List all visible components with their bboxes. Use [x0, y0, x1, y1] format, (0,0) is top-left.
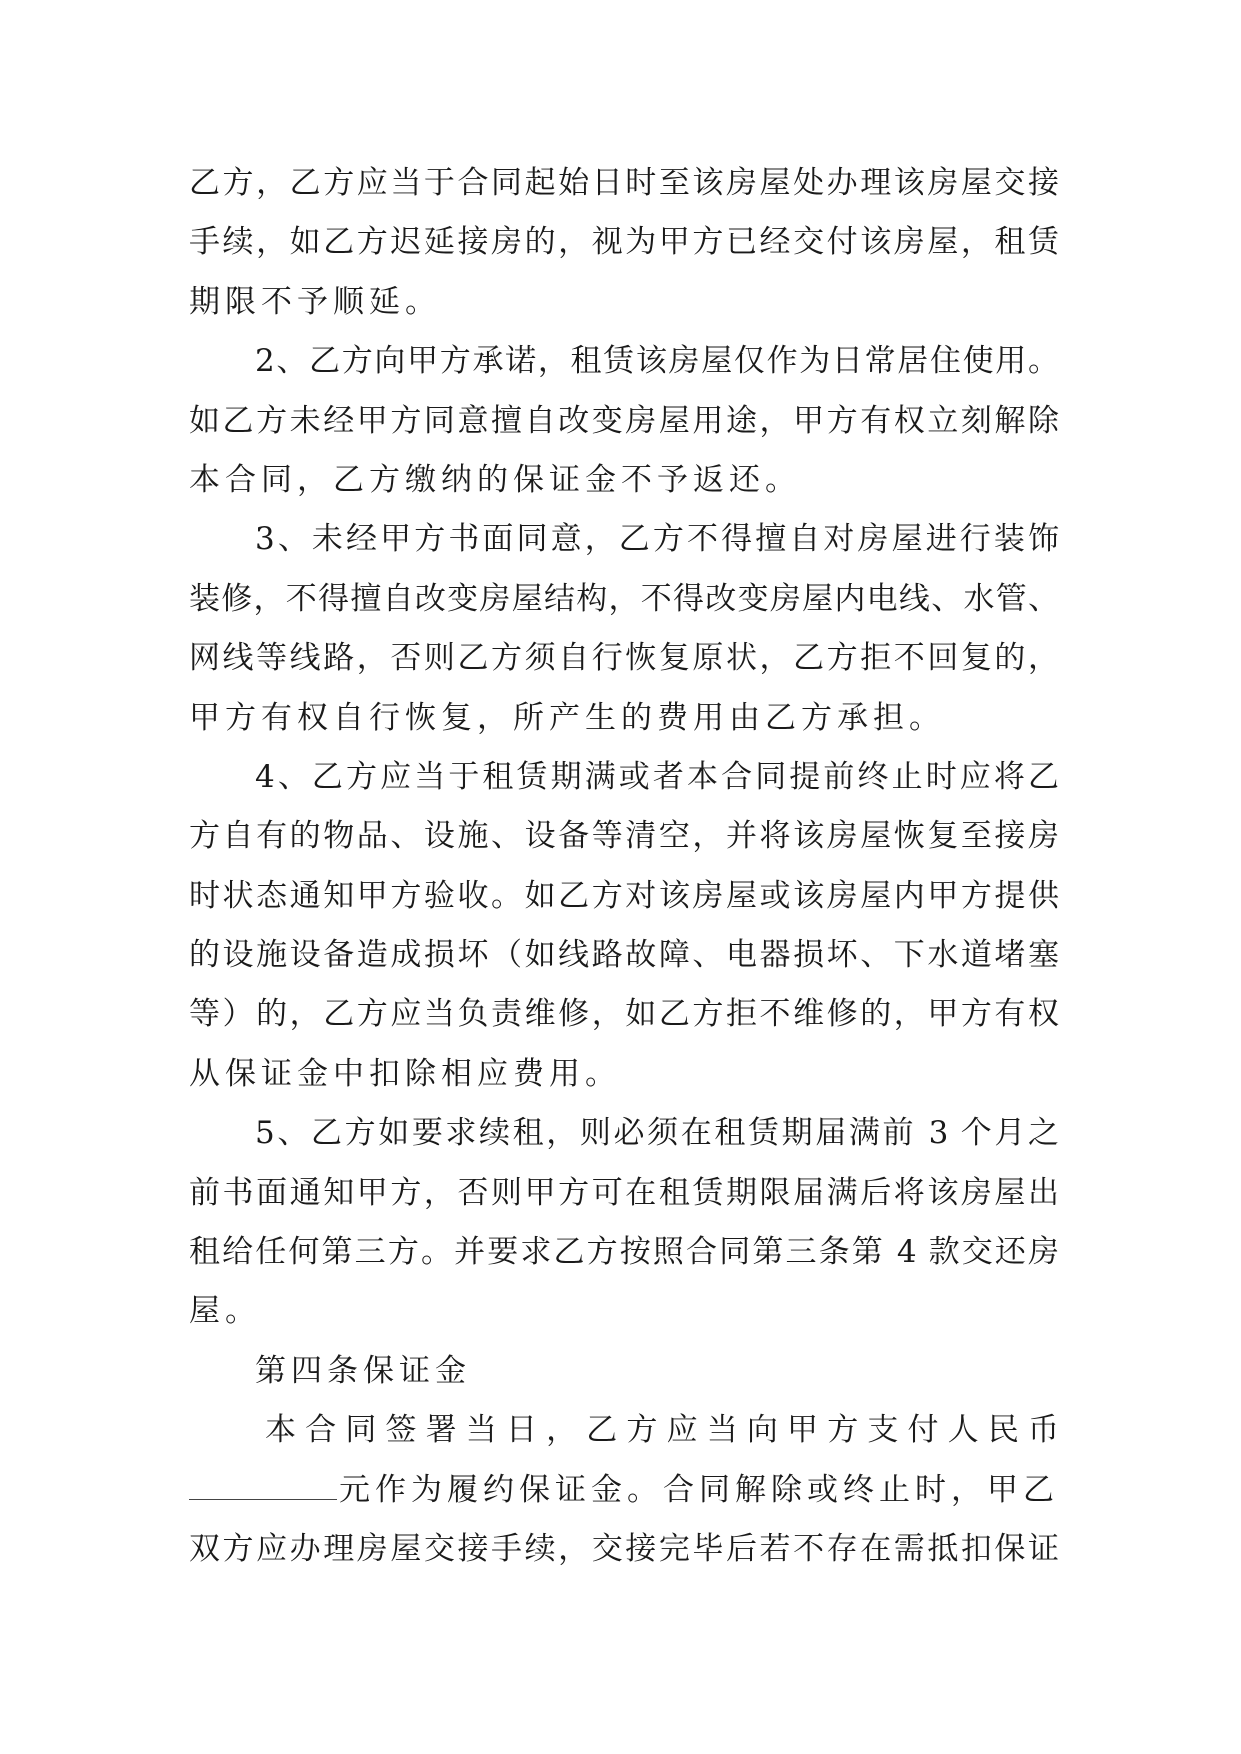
deposit-amount-blank	[189, 1469, 337, 1500]
text-line: 租给任何第三方。并要求乙方按照合同第三条第 4 款交还房	[189, 1234, 1059, 1271]
text-line: 如乙方未经甲方同意擅自改变房屋用途，甲方有权立刻解除	[189, 402, 1059, 439]
clause-3-first-line: 3、未经甲方书面同意，乙方不得擅自对房屋进行装饰	[255, 521, 1059, 558]
text-line: 装修，不得擅自改变房屋结构，不得改变房屋内电线、水管、	[189, 580, 1059, 617]
text-line: 等）的，乙方应当负责维修，如乙方拒不维修的，甲方有权	[189, 996, 1059, 1033]
deposit-amount-line	[189, 1461, 1059, 1520]
section-heading-deposit: 第四条保证金	[255, 1352, 471, 1389]
text-line: 从保证金中扣除相应费用。	[189, 1055, 621, 1092]
text-line: 前书面通知甲方，否则甲方可在租赁期限届满后将该房屋出	[189, 1174, 1059, 1211]
text-line: 时状态通知甲方验收。如乙方对该房屋或该房屋内甲方提供	[189, 877, 1059, 914]
deposit-first-line: 本合同签署当日，乙方应当向甲方支付人民币	[265, 1412, 1059, 1449]
contract-text-body	[189, 154, 1059, 1579]
text-line: 双方应办理房屋交接手续，交接完毕后若不存在需抵扣保证	[189, 1530, 1059, 1567]
text-line: 网线等线路，否则乙方须自行恢复原状，乙方拒不回复的，	[189, 640, 1059, 677]
text-line: 期限不予顺延。	[189, 283, 441, 320]
text-line: 手续，如乙方迟延接房的，视为甲方已经交付该房屋，租赁	[189, 224, 1059, 261]
text-line: 屋。	[189, 1293, 261, 1330]
clause-2-first-line: 2、乙方向甲方承诺，租赁该房屋仅作为日常居住使用。	[255, 343, 1059, 380]
text-line: 乙方，乙方应当于合同起始日时至该房屋处办理该房屋交接	[189, 165, 1059, 201]
text-line: 甲方有权自行恢复，所产生的费用由乙方承担。	[189, 699, 945, 736]
clause-4-first-line: 4、乙方应当于租赁期满或者本合同提前终止时应将乙	[255, 758, 1059, 795]
text-line: 方自有的物品、设施、设备等清空，并将该房屋恢复至接房	[189, 818, 1059, 855]
clause-5-first-line: 5、乙方如要求续租，则必须在租赁期届满前 3 个月之	[255, 1115, 1059, 1152]
text-line: 的设施设备造成损坏（如线路故障、电器损坏、下水道堵塞	[189, 937, 1059, 974]
text-line: 本合同，乙方缴纳的保证金不予返还。	[189, 461, 801, 498]
deposit-amount-text: 元作为履约保证金。合同解除或终止时，甲乙	[339, 1471, 1059, 1508]
